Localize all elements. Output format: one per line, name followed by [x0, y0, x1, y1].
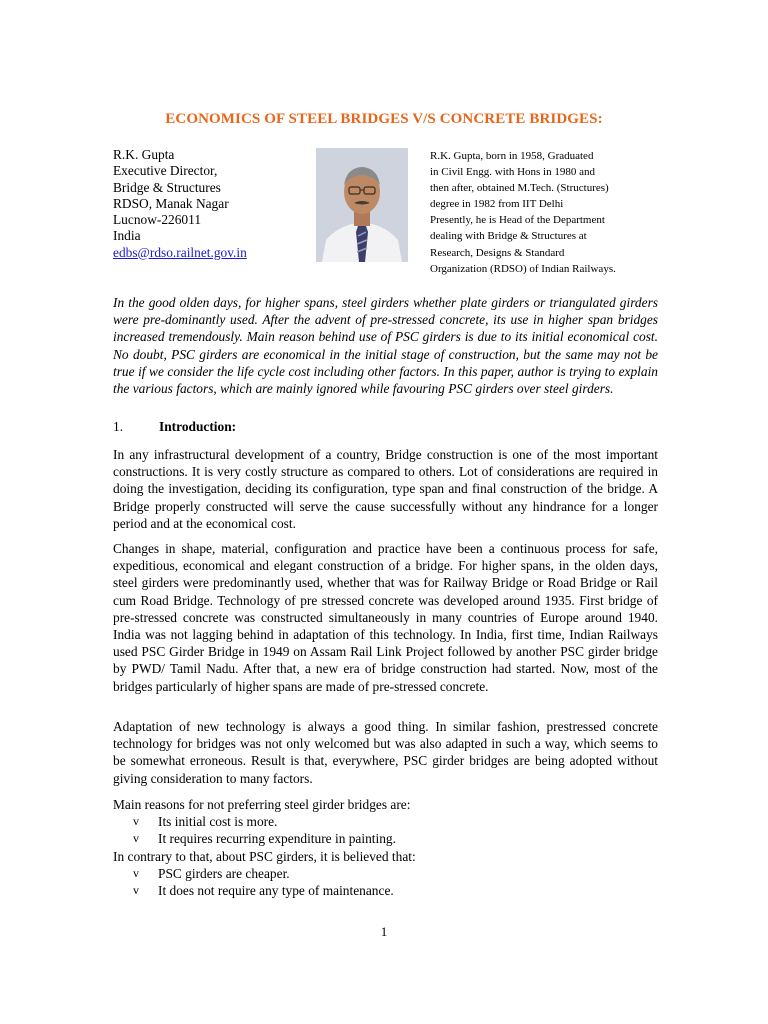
bio-line: in Civil Engg. with Hons in 1980 and	[430, 166, 595, 179]
bullet-icon: v	[133, 883, 139, 898]
page-number: 1	[380, 924, 388, 939]
reasons-list	[113, 796, 658, 899]
paragraph: Adaptation of new technology is always a good thing. In similar fashion, prestressed concrete technology for bridges was not only welcomed but was also adapted in such a way, which seems to be somewhat erroneous. Result is that, everywhere, PSC girder bridges are being adopted without giving consideration to many factors.	[113, 719, 658, 786]
steel-intro: Main reasons for not preferring steel girder bridges are:	[113, 797, 411, 812]
bullet-icon: v	[133, 831, 139, 846]
bio-line: Presently, he is Head of the Department	[430, 214, 605, 227]
bullet-icon: v	[133, 814, 139, 829]
list-item	[113, 813, 658, 830]
bio-line: dealing with Bridge & Structures at	[430, 230, 587, 243]
author-portrait-illustration	[316, 148, 408, 262]
author-bio	[430, 148, 670, 277]
author-city: Lucnow-226011	[113, 212, 202, 228]
section-number: 1.	[113, 419, 124, 434]
list-item	[113, 830, 658, 847]
section-title: Introduction:	[159, 419, 237, 434]
psc-intro: In contrary to that, about PSC girders, it is believed that:	[113, 848, 416, 864]
list-item-text: It does not require any type of maintenance.	[158, 883, 394, 899]
author-position: Executive Director,	[113, 163, 218, 179]
author-info	[113, 147, 313, 261]
author-department: Bridge & Structures	[113, 179, 221, 195]
bio-line: Organization (RDSO) of Indian Railways.	[430, 262, 616, 275]
bio-line: then after, obtained M.Tech. (Structures)	[430, 182, 609, 195]
bullet-icon: v	[133, 865, 139, 880]
abstract: In the good olden days, for higher spans, steel girders whether plate girders or triangulated girders were pre-dominantly used. After the advent of pre-stressed concrete, its use in higher span bridges increased tremendously. Main reason behind use of PSC girders is due to its initial economical cost. No doubt, PSC girders are economical in the initial stage of construction, but the same may not be true if we consider the life cycle cost including other factors. In this paper, author is trying to explain the various factors, which are mainly ignored while favouring PSC girders over steel girders.	[113, 295, 658, 397]
bio-line: degree in 1982 from IIT Delhi	[430, 198, 564, 211]
list-item-text: Its initial cost is more.	[158, 814, 278, 830]
author-email-link[interactable]: edbs@rdso.railnet.gov.in	[113, 244, 247, 260]
author-country: India	[113, 228, 141, 244]
list-item-text: PSC girders are cheaper.	[158, 865, 290, 881]
list-item	[113, 882, 658, 899]
paper-title: ECONOMICS OF STEEL BRIDGES V/S CONCRETE BRIDGES:	[165, 111, 603, 127]
bio-line: Research, Designs & Standard	[430, 246, 565, 259]
author-name: R.K. Gupta	[113, 147, 175, 162]
paragraph: In any infrastructural development of a country, Bridge construction is one of the most important constructions. It is very costly structure as compared to others. Lot of considerations are required in doing the investigation, deciding its configuration, type span and final construction of the bridge. A Bridge properly constructed will serve the cause successfully without any hindrance for a longer period and at the economical cost.	[113, 447, 658, 531]
author-photo	[316, 148, 408, 262]
paragraph: Changes in shape, material, configuration and practice have been a continuous process for safe, expeditious, economical and elegant construction of a bridge. For higher spans, in the olden days, steel girders were predominantly used, whether that was for Railway Bridge or Road Bridge or Rail cum Road Bridge. Technology of pre stressed concrete was developed around 1935. First bridge of pre-stressed concrete was constructed simultaneously in many countries of Europe around 1940. India was not lagging behind in adaptation of this technology. In India, first time, Indian Railways used PSC Girder Bridge in 1949 on Assam Rail Link Project followed by another PSC girder bridge by PWD/ Tamil Nadu. After that, a new era of bridge construction had started. Now, most of the bridges particularly of higher spans are made of pre-stressed concrete.	[113, 541, 658, 694]
section-heading	[113, 419, 236, 435]
author-address: RDSO, Manak Nagar	[113, 195, 229, 211]
list-item	[113, 865, 658, 882]
bio-line: R.K. Gupta, born in 1958, Graduated	[430, 150, 594, 162]
list-item-text: It requires recurring expenditure in painting.	[158, 831, 396, 847]
